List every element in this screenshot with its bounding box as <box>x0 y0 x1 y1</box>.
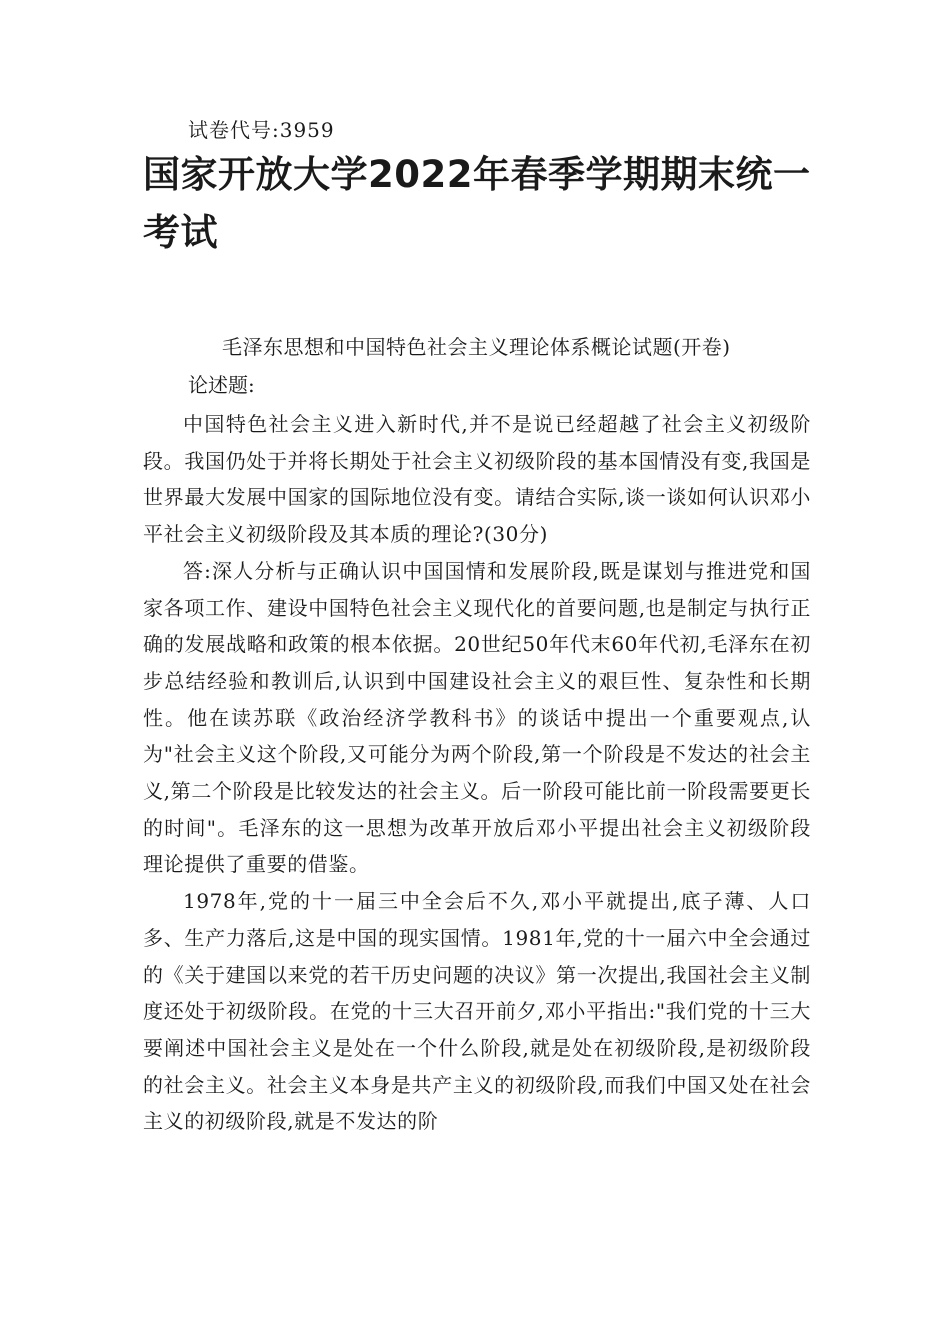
exam-subtitle: 毛泽东思想和中国特色社会主义理论体系概论试题(开卷) <box>222 335 731 359</box>
question-paragraph: 中国特色社会主义进入新时代,并不是说已经超越了社会主义初级阶段。我国仍处于并将长期处于社会主义初级阶段的基本国情没有变,我国是世界最大发展中国家的国际地位没有变。请结合实际,谈一谈如何认识邓小平社会主义初级阶段及其本质的理论?(30分) <box>143 412 811 547</box>
history-paragraph: 1978年,党的十一届三中全会后不久,邓小平就提出,底子薄、人口多、生产力落后,这是中国的现实国情。1981年,党的十一届六中全会通过的《关于建国以来党的若干历史问题的决议》第一次提出,我国社会主义制度还处于初级阶段。在党的十三大召开前夕,邓小平指出:"我们党的十三大要阐述中国社会主义是处在一个什么阶段,就是处在初级阶段,是初级阶段的社会主义。社会主义本身是共产主义的初级阶段,而我们中国又处在社会主义的初级阶段,就是不发达的阶 <box>143 889 811 1134</box>
section-label: 论述题: <box>188 373 255 397</box>
page-title: 国家开放大学2022年春季学期期末统一考试 <box>143 153 811 254</box>
answer-paragraph: 答:深人分析与正确认识中国国情和发展阶段,既是谋划与推进党和国家各项工作、建设中国特色社会主义现代化的首要问题,也是制定与执行正确的发展战略和政策的根本依据。20世纪50年代末60年代初,毛泽东在初步总结经验和教训后,认识到中国建设社会主义的艰巨性、复杂性和长期性。他在读苏联《政治经济学教科书》的谈话中提出一个重要观点,认为"社会主义这个阶段,又可能分为两个阶段,第一个阶段是不发达的社会主义,第二个阶段是比较发达的社会主义。后一阶段可能比前一阶段需要更长的时间"。毛泽东的这一思想为改革开放后邓小平提出社会主义初级阶段理论提供了重要的借鉴。 <box>143 558 811 877</box>
body-text <box>143 406 811 1140</box>
exam-code: 试卷代号:3959 <box>188 118 335 142</box>
